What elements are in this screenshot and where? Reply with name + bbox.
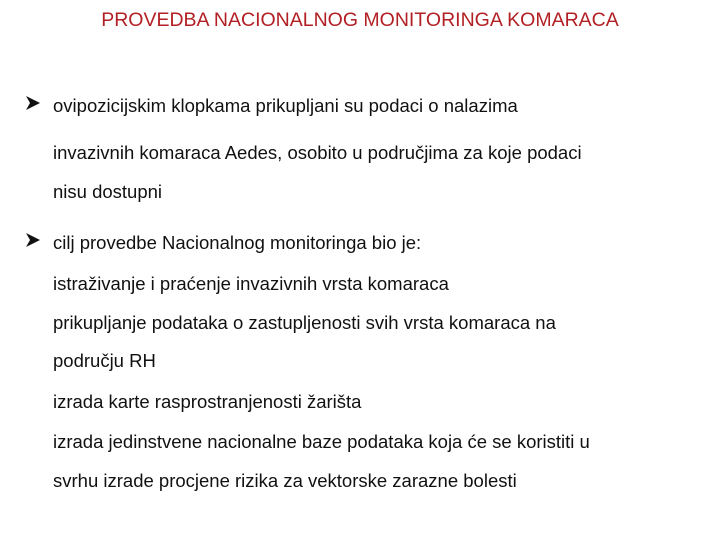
bullet-2-line-2: istraživanje i praćenje invazivnih vrsta komaraca	[53, 273, 449, 294]
slide-title: PROVEDBA NACIONALNOG MONITORINGA KOMARACA	[101, 9, 619, 31]
bullet-2-line-1: cilj provedbe Nacionalnog monitoringa bio je:	[53, 232, 422, 253]
bullet-1-line-1: ovipozicijskim klopkama prikupljani su podaci o nalazima	[53, 95, 518, 116]
bullet-1-line-2: invazivnih komaraca Aedes, osobito u područjima za koje podaci	[53, 142, 582, 163]
bullet-2-line-7: svrhu izrade procjene rizika za vektorske zarazne bolesti	[53, 470, 517, 491]
arrow-bullet-icon	[25, 95, 53, 111]
bullet-2-line-6: izrada jedinstvene nacionalne baze podataka koja će se koristiti u	[53, 431, 590, 452]
bullet-1	[25, 95, 53, 111]
bullet-1-line-3: nisu dostupni	[53, 181, 163, 202]
bullet-2-line-3: prikupljanje podataka o zastupljenosti svih vrsta komaraca na	[53, 312, 556, 333]
arrow-bullet-icon	[25, 232, 53, 248]
bullet-2-line-5: izrada karte rasprostranjenosti žarišta	[53, 391, 362, 412]
bullet-2-line-4: području RH	[53, 350, 156, 371]
bullet-2	[25, 232, 53, 248]
